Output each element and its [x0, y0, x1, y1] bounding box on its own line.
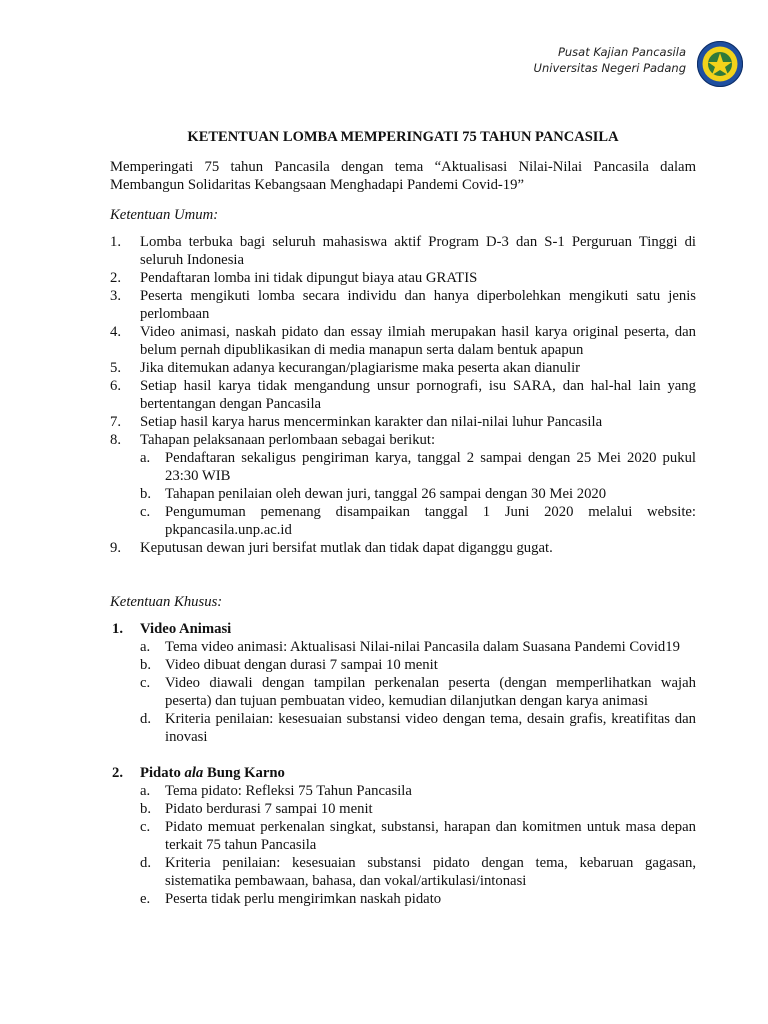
sublist-text: Tema pidato: Refleksi 75 Tahun Pancasila — [165, 783, 412, 799]
sublist-letter: a. — [140, 450, 151, 466]
ketentuan-umum-heading: Ketentuan Umum: — [110, 207, 219, 223]
section-title: Video Animasi — [140, 621, 232, 637]
sublist-letter: a. — [140, 783, 151, 799]
title-pre: Pidato — [140, 765, 185, 781]
list-text: Pendaftaran lomba ini tidak dipungut biaya atau GRATIS — [140, 270, 478, 286]
list-number: 7. — [110, 414, 122, 430]
list-number: 5. — [110, 360, 122, 376]
header-text — [534, 44, 686, 76]
sublist-letter: d. — [140, 711, 152, 727]
pidato-heading — [110, 764, 696, 782]
list-number: 1. — [110, 234, 122, 250]
list-text: Jika ditemukan adanya kecurangan/plagiarisme maka peserta akan dianulir — [140, 360, 581, 376]
sublist-item — [140, 449, 696, 485]
sublist-letter: b. — [140, 801, 152, 817]
sublist-letter: c. — [140, 675, 151, 691]
sublist-letter: a. — [140, 639, 151, 655]
video-animasi-heading — [110, 620, 696, 638]
list-item — [110, 287, 696, 323]
section-number: 2. — [112, 765, 124, 781]
list-item — [110, 323, 696, 359]
list-text: Peserta mengikuti lomba secara individu dan hanya diperbolehkan mengikuti satu jenis perlombaan — [140, 288, 696, 322]
spacer — [110, 557, 696, 593]
list-item — [110, 233, 696, 269]
sublist-text: Peserta tidak perlu mengirimkan naskah pidato — [165, 891, 442, 907]
sublist-text: Tema video animasi: Aktualisasi Nilai-nilai Pancasila dalam Suasana Pandemi Covid19 — [165, 639, 680, 655]
sublist-text: Video diawali dengan tampilan perkenalan peserta (dengan memperlihatkan wajah peserta) dan tujuan pembuatan video, kemudian dilanjutkan dengan karya animasi — [165, 675, 696, 709]
sublist-item — [140, 656, 696, 674]
ketentuan-khusus-heading: Ketentuan Khusus: — [110, 594, 223, 610]
sublist-item — [140, 818, 696, 854]
sublist-item — [140, 485, 696, 503]
sublist-text: Video dibuat dengan durasi 7 sampai 10 menit — [165, 657, 438, 673]
sublist-letter: b. — [140, 657, 152, 673]
list-item — [110, 413, 696, 431]
sublist-item — [140, 782, 696, 800]
page-header — [534, 40, 744, 88]
list-number: 8. — [110, 432, 122, 448]
sublist-text: Pidato berdurasi 7 sampai 10 menit — [165, 801, 373, 817]
section-number: 1. — [112, 621, 124, 637]
list-text: Setiap hasil karya tidak mengandung unsur pornografi, isu SARA, dan hal-hal lain yang bertentangan dengan Pancasila — [140, 378, 696, 412]
page-title: KETENTUAN LOMBA MEMPERINGATI 75 TAHUN PANCASILA — [187, 129, 619, 145]
sublist-text: Kriteria penilaian: kesesuaian substansi video dengan tema, desain grafis, kreatifitas dan inovasi — [165, 711, 696, 745]
sublist-item — [140, 710, 696, 746]
list-number: 4. — [110, 324, 122, 340]
title-italic: ala — [184, 765, 204, 781]
spacer — [110, 746, 696, 764]
sublist-letter: b. — [140, 486, 152, 502]
list-item — [110, 539, 696, 557]
header-line-2: Universitas Negeri Padang — [533, 61, 686, 75]
sublist-text: Pengumuman pemenang disampaikan tanggal 1 Juni 2020 melalui website: pkpancasila.unp.ac.id — [165, 504, 696, 538]
sublist-letter: c. — [140, 819, 151, 835]
tahapan-sublist-container — [110, 449, 696, 539]
list-number: 2. — [110, 270, 122, 286]
sublist-text: Tahapan penilaian oleh dewan juri, tanggal 26 sampai dengan 30 Mei 2020 — [165, 486, 607, 502]
unp-logo-icon — [696, 40, 744, 88]
list-item — [110, 431, 696, 449]
sublist-item — [140, 890, 696, 908]
list-text: Keputusan dewan juri bersifat mutlak dan tidak dapat diganggu gugat. — [140, 540, 553, 556]
sublist-text: Pidato memuat perkenalan singkat, substansi, harapan dan komitmen untuk masa depan terkait 75 tahun Pancasila — [165, 819, 696, 853]
ketentuan-umum-list — [110, 233, 696, 557]
list-text: Tahapan pelaksanaan perlombaan sebagai berikut: — [140, 432, 436, 448]
list-number: 9. — [110, 540, 122, 556]
document-body — [110, 128, 696, 908]
section-title — [140, 764, 696, 782]
list-text: Lomba terbuka bagi seluruh mahasiswa aktif Program D-3 dan S-1 Perguruan Tinggi di seluruh Indonesia — [140, 234, 696, 268]
sublist-item — [140, 638, 696, 656]
pidato-list — [140, 782, 696, 908]
list-text: Video animasi, naskah pidato dan essay ilmiah merupakan hasil karya original peserta, dan belum pernah dipublikasikan di media manapun serta dalam bentuk apapun — [140, 324, 696, 358]
list-item — [110, 269, 696, 287]
list-text: Setiap hasil karya harus mencerminkan karakter dan nilai-nilai luhur Pancasila — [140, 414, 603, 430]
sublist-letter: e. — [140, 891, 151, 907]
header-line-1: Pusat Kajian Pancasila — [557, 45, 686, 59]
video-animasi-list — [140, 638, 696, 746]
sublist-text: Kriteria penilaian: kesesuaian substansi pidato dengan tema, kebaruan gagasan, sistematika pembawaan, bahasa, dan vokal/artikulasi/intonasi — [165, 855, 696, 889]
list-item — [110, 377, 696, 413]
sublist-item — [140, 800, 696, 818]
sublist-letter: d. — [140, 855, 152, 871]
sublist-letter: c. — [140, 504, 151, 520]
sublist-item — [140, 674, 696, 710]
sublist-item — [140, 503, 696, 539]
list-number: 3. — [110, 288, 122, 304]
sublist-item — [140, 854, 696, 890]
list-item — [110, 359, 696, 377]
intro-paragraph: Memperingati 75 tahun Pancasila dengan tema “Aktualisasi Nilai-Nilai Pancasila dalam Membangun Solidaritas Kebangsaan Menghadapi Pandemi Covid-19” — [110, 159, 696, 193]
title-post: Bung Karno — [203, 765, 285, 781]
list-number: 6. — [110, 378, 122, 394]
tahapan-sublist — [140, 449, 696, 539]
sublist-text: Pendaftaran sekaligus pengiriman karya, tanggal 2 sampai dengan 25 Mei 2020 pukul 23:30 WIB — [165, 450, 696, 484]
